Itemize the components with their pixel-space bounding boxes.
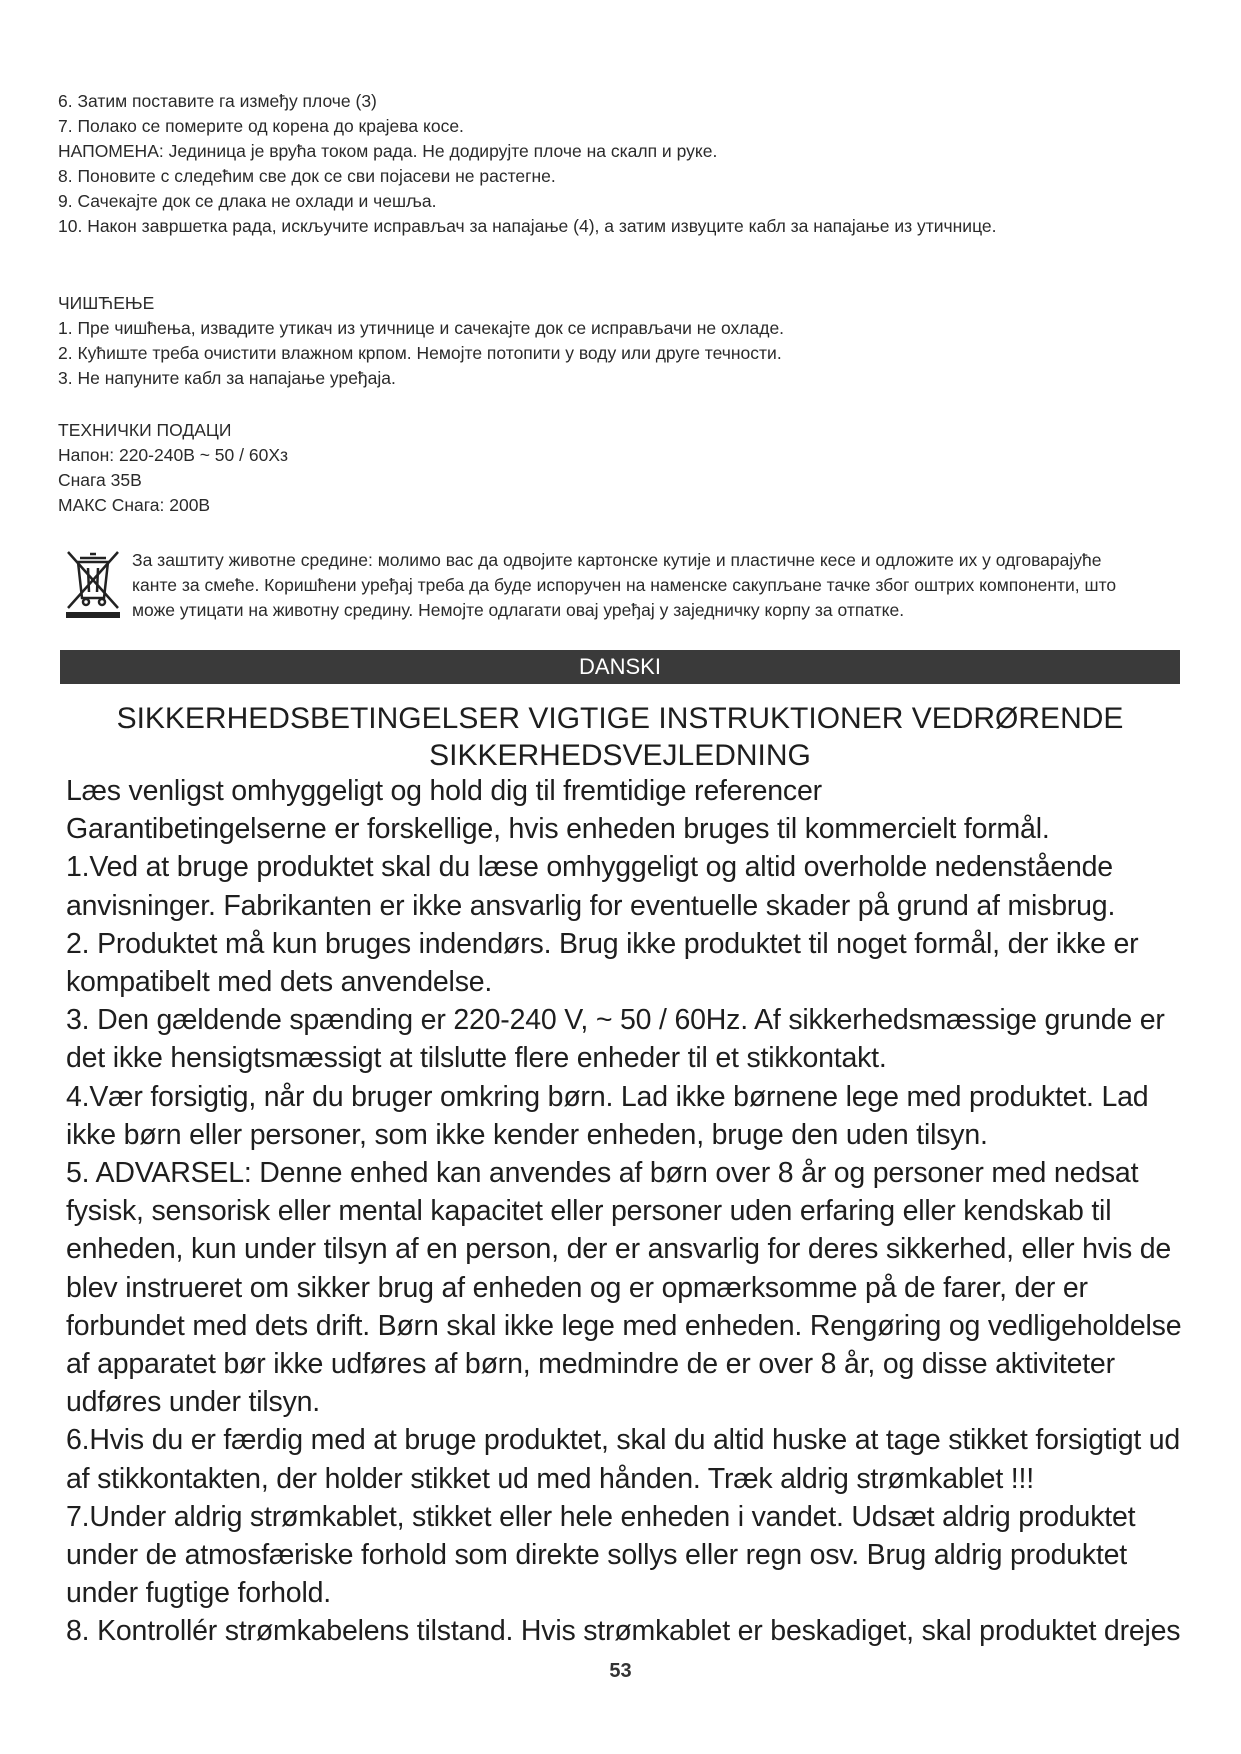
language-section-bar: DANSKI (60, 650, 1180, 684)
step-line: 8. Поновите с следећим све док се сви појасеви не растегне. (58, 166, 556, 186)
body-line: 2. Produktet må kun bruges indendørs. Brug ikke produktet til noget formål, der ikke er (66, 927, 1139, 960)
title-line: SIKKERHEDSVEJLEDNING (429, 739, 811, 772)
title-line: SIKKERHEDSBETINGELSER VIGTIGE INSTRUKTIONER VEDRØRENDE (116, 702, 1124, 735)
body-line: anvisninger. Fabrikanten er ikke ansvarlig for eventuelle skader på grund af misbrug. (66, 889, 1116, 922)
cleaning-section (58, 291, 1178, 391)
environment-line: За заштиту животне средине: молимо вас да одвојите картонске кутије и пластичне кесе и одложите их у одговарајуће (132, 550, 1102, 570)
cleaning-item: 3. Не напуните кабл за напајање уређаја. (58, 368, 396, 388)
body-line: 8. Kontrollér strømkabelens tilstand. Hvis strømkablet er beskadiget, skal produktet drejes (66, 1615, 1181, 1648)
tech-data-section (58, 418, 1178, 518)
step-line: 9. Сачекајте док се длака не охлади и чешља. (58, 191, 437, 211)
step-line: 10. Након завршетка рада, искључите исправљач за напајање (4), а затим извуците кабл за напајање из утичнице. (58, 216, 997, 236)
tech-item: Напон: 220-240В ~ 50 / 60Хз (58, 445, 289, 465)
body-line: 5. ADVARSEL: Denne enhed kan anvendes af børn over 8 år og personer med nedsat (66, 1157, 1139, 1190)
body-line: fysisk, sensorisk eller mental kapacitet eller personer uden erfaring eller kendskab til (66, 1195, 1112, 1228)
body-line: af stikkontakten, der holder stikket ud med hånden. Træk aldrig strømkablet !!! (66, 1462, 1034, 1495)
body-line: udføres under tilsyn. (66, 1386, 320, 1419)
body-line: af apparatet bør ikke udføres af børn, medmindre de er over 8 år, og disse aktiviteter (66, 1348, 1115, 1381)
environment-line: може утицати на животну средину. Немојте одлагати овај уређај у заједничку корпу за отпатке. (132, 600, 905, 620)
body-line: under de atmosfæriske forhold som direkte sollys eller regn osv. Brug aldrig produktet (66, 1539, 1128, 1572)
tech-heading: ТЕХНИЧКИ ПОДАЦИ (58, 420, 232, 440)
body-line: 4.Vær forsigtig, når du bruger omkring børn. Lad ikke børnene lege med produktet. Lad (66, 1080, 1149, 1113)
instruction-steps (58, 89, 1178, 239)
body-line: Læs venligst omhyggeligt og hold dig til fremtidige referencer (66, 775, 822, 807)
body-line: kompatibelt med dets anvendelse. (66, 966, 493, 999)
cleaning-item: 2. Кућиште треба очистити влажном крпом. Немојте потопити у воду или друге течности. (58, 343, 782, 363)
tech-item: Снага 35В (58, 470, 142, 490)
environment-notice (58, 548, 1178, 628)
cleaning-item: 1. Пре чишћења, извадите утикач из утичнице и сачекајте док се исправљачи не охладе. (58, 318, 785, 338)
tech-item: МАКС Снага: 200В (58, 495, 211, 515)
step-note: НАПОМЕНА: Јединица је врућа током рада. Не додирујте плоче на скалп и руке. (58, 141, 718, 161)
environment-line: канте за смеће. Коришћени уређај треба да буде испоручен на наменске сакупљане тачке због оштрих компоненти, што (132, 575, 1117, 595)
body-line: 3. Den gældende spænding er 220-240 V, ~ 50 / 60Hz. Af sikkerhedsmæssige grunde er (66, 1004, 1165, 1037)
body-line: 6.Hvis du er færdig med at bruge produktet, skal du altid huske at tage stikket forsigtigt ud (66, 1424, 1181, 1457)
step-line: 6. Затим поставите га између плоче (3) (58, 91, 377, 111)
body-line: under fugtige forhold. (66, 1577, 331, 1610)
page-number: 53 (609, 1660, 632, 1682)
step-line: 7. Полако се померите од корена до крајева косе. (58, 116, 464, 136)
body-line: blev instrueret om sikker brug af enheden og er opmærksomme på de farer, der er (66, 1271, 1088, 1304)
body-line: enheden, kun under tilsyn af en person, der er ansvarlig for deres sikkerhed, eller hvis de (66, 1233, 1172, 1266)
body-line: det ikke hensigtsmæssigt at tilslutte flere enheder til et stikkontakt. (66, 1042, 887, 1075)
weee-crossed-bin-icon (62, 548, 124, 620)
cleaning-heading: ЧИШЋЕЊЕ (58, 293, 155, 313)
body-line: 1.Ved at bruge produktet skal du læse omhyggeligt og altid overholde nedenstående (66, 851, 1113, 884)
body-line: ikke børn eller personer, som ikke kender enheden, bruge den uden tilsyn. (66, 1118, 988, 1151)
safety-instructions (66, 772, 1182, 1651)
body-line: Garantibetingelserne er forskellige, hvis enheden bruges til kommercielt formål. (66, 813, 1050, 846)
body-line: forbundet med dets drift. Børn skal ikke lege med enheden. Rengøring og vedligeholdelse (66, 1309, 1182, 1342)
body-line: 7.Under aldrig strømkablet, stikket eller hele enheden i vandet. Udsæt aldrig produktet (66, 1500, 1136, 1533)
page-title (60, 700, 1180, 774)
